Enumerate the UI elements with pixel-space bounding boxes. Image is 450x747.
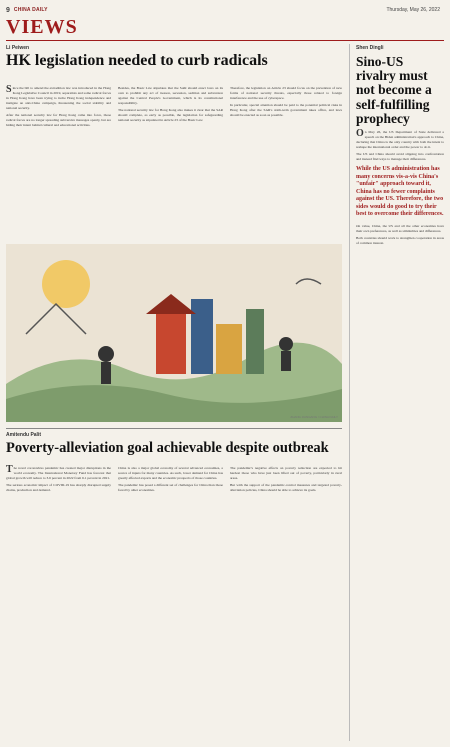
article-column [118, 466, 223, 495]
paragraph: Both countries should work to strengthen cooperation in areas of common interest. [356, 235, 444, 245]
illustration-art [6, 244, 342, 422]
paragraph: In particular, special attention should be paid to the potential political risks in Hong Kong after the SAR's sixth-term government takes office, and laws should be enacted as soon as possible. [230, 103, 342, 117]
article-headline: Poverty-alleviation goal achievable despite outbreak [6, 440, 329, 456]
section-rule [6, 40, 444, 41]
paragraph: Therefore, the legislation on Article 23 should focus on the prevention of new forms of national security threats, especially those related to foreign interference and the use of cyberspace. [230, 86, 342, 100]
article-byline: Li Peiwen [6, 45, 30, 51]
section-title: VIEWS [6, 16, 78, 38]
article-column [6, 466, 111, 495]
article-headline: HK legislation needed to curb radicals [6, 52, 268, 69]
paragraph: But with the support of the pandemic-control measures and targeted poverty-alleviation policies, China should be able to achieve its goals. [230, 483, 342, 492]
article-column [6, 86, 111, 130]
pull-quote: While the US administration has many concerns vis-a-vis China's "unfair" approach toward it, China has no fewer complaints against the US. Therefore, the two sides would do good to try their best to overcome their differences. [356, 166, 444, 217]
paragraph: The pandemic has posed a different set of challenges for China than those faced by other economies. [118, 483, 223, 492]
paragraph: The national security law for Hong Kong also makes it clear that the SAR should complete, as early as possible, the legislation for safeguarding national security as stipulated in Article 23 of the Basic Law. [118, 108, 223, 122]
publication-name: CHINA DAILY [13, 7, 48, 13]
paragraph: After the national security law for Hong Kong came into force, those radical forces are no longer spreading subversive messages openly, but are hiding their intent behind cultural and educational activities. [6, 113, 111, 127]
paragraph: The US and China should avoid slipping into confrontation and instead find ways to manage their differences. [356, 152, 444, 161]
article-byline: Shen Dingli [356, 45, 384, 51]
issue-date: Thursday, May 26, 2022 [386, 7, 440, 13]
paragraph: Besides, the Basic Law stipulates that the SAR should enact laws on its own to prohibit any act of treason, secession, sedition and subversion against the Central People's Government, which is its constitutional responsibility. [118, 86, 223, 105]
editorial-illustration [6, 244, 342, 422]
column-divider [349, 44, 350, 741]
page-number: 9 [6, 6, 10, 14]
paragraph: The serious economic impact of COVID-19 has sharply disrupted supply chains, production and demand. [6, 483, 111, 492]
article-byline: Amitendu Palit [6, 432, 42, 438]
article-headline: Sino-US rivalry must not become a self-fulfilling prophecy [356, 54, 432, 126]
article-column [230, 86, 342, 120]
masthead [6, 4, 444, 16]
article-column [118, 86, 223, 125]
article-column [356, 130, 444, 248]
paragraph: The novel coronavirus pandemic has created major disruptions in the world economy. The International Monetary Fund has forecast that global growth will reduce to 3.6 percent in 2022 from 6.1 percent in 2021. [6, 464, 111, 480]
paragraph: On May 26, the US Department of State delivered a speech on the Biden administration's approach to China, declaring that China is the only country with both the intent to reshape the international order and the power to do it. [356, 128, 444, 149]
paragraph: Since the bill to amend the extradition law was introduced in the Hong Kong Legislative Council in 2019, separatists and some radical forces in Hong Kong have been trying to incite Hong Kong independence and instigate an anti-China campaign, threatening the social stability and national security. [6, 84, 111, 110]
paragraph: On value, China, the US and all the other economies have their own preferences, as well as similarities and differences. [356, 223, 444, 233]
paragraph: China is also a major global economy of several advanced economies, a source of inputs for many countries. As such, lower demand for China has greatly affected exports and the economic prospects of those countries. [118, 466, 223, 480]
paragraph: The pandemic's negative effects on poverty reduction are expected to hit hardest those who have just been lifted out of poverty, particularly in rural areas. [230, 466, 342, 480]
article-column [230, 466, 342, 495]
article-separator [6, 428, 342, 429]
illustration-credit: ZHANG JIANGANG / CHINA DAILY [290, 415, 338, 419]
